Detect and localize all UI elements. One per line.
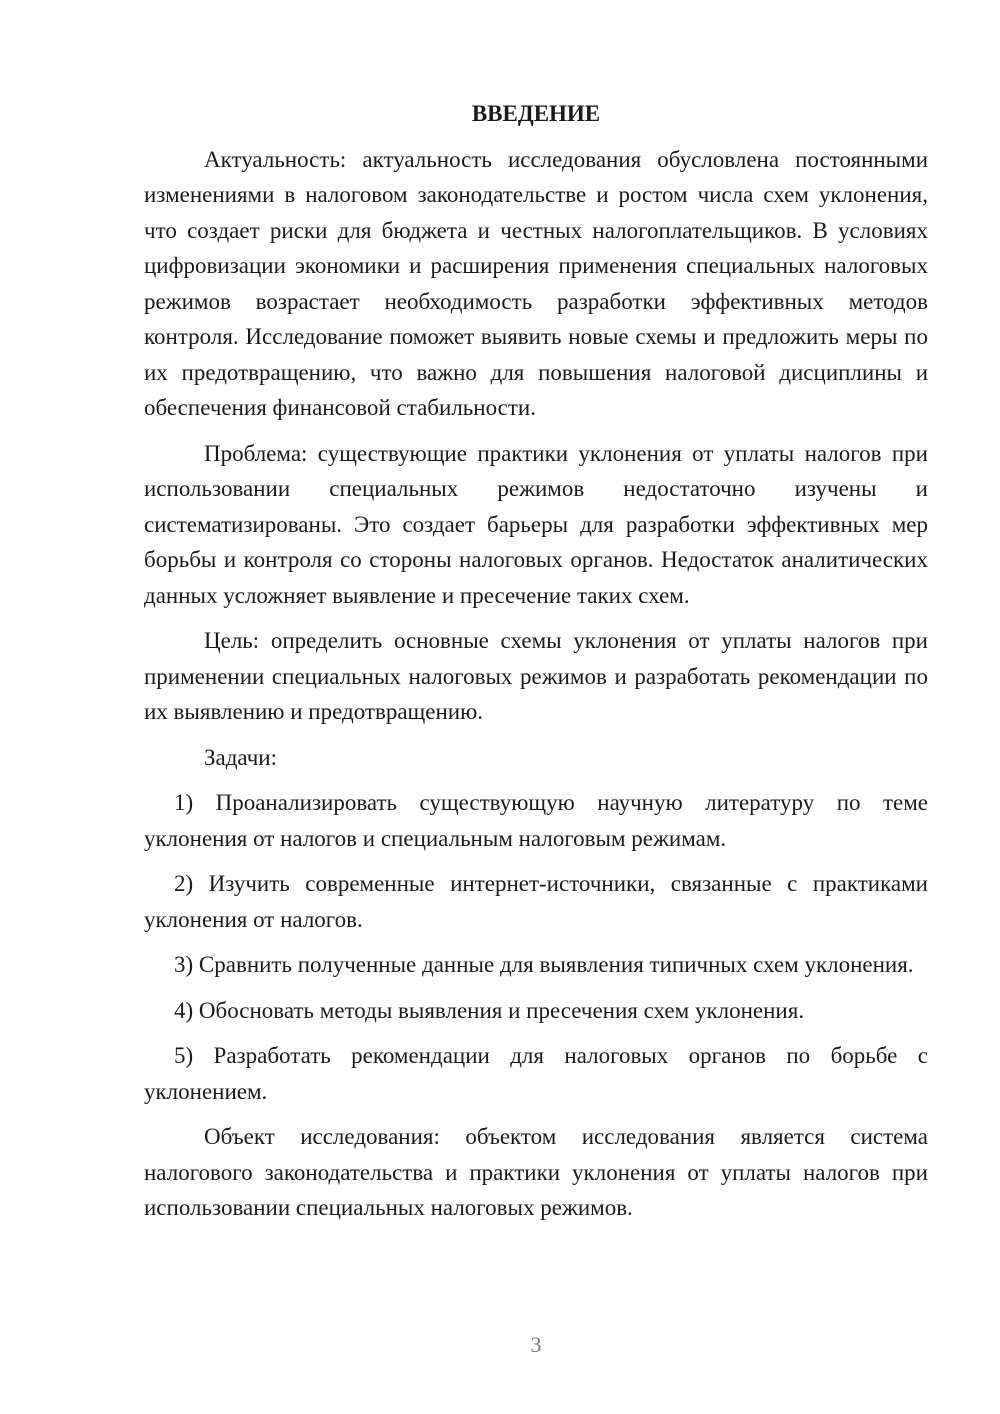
task-item: 5) Разработать рекомендации для налоговых органов по борьбе с уклонением. bbox=[144, 1043, 928, 1104]
tasks-heading: Задачи: bbox=[204, 744, 277, 770]
page-title: ВВЕДЕНИЕ bbox=[471, 101, 601, 126]
task-item: 3) Сравнить полученные данные для выявления типичных схем уклонения. bbox=[174, 952, 914, 977]
problem-paragraph: Проблема: существующие практики уклонения от уплаты налогов при использовании специальных режимов недостаточно изучены и систематизированы. Это создает барьеры для разработки эффективных мер борьбы и контроля со стороны налоговых органов. Недостаток аналитических данных усложняет выявление и пресечение таких схем. bbox=[144, 440, 928, 608]
task-item: 4) Обосновать методы выявления и пресечения схем уклонения. bbox=[174, 997, 805, 1023]
page-content bbox=[144, 96, 928, 1236]
goal-paragraph: Цель: определить основные схемы уклонения от уплаты налогов при применении специальных налоговых режимов и разработать рекомендации по их выявлению и предотвращению. bbox=[144, 628, 928, 724]
page-number: 3 bbox=[530, 1332, 542, 1357]
task-item: 1) Проанализировать существующую научную литературу по теме уклонения от налогов и специальным налоговым режимам. bbox=[144, 790, 928, 851]
object-paragraph: Объект исследования: объектом исследования является система налогового законодательства и практики уклонения от уплаты налогов при использовании специальных налоговых режимов. bbox=[144, 1124, 928, 1220]
task-item: 2) Изучить современные интернет-источники, связанные с практиками уклонения от налогов. bbox=[144, 871, 928, 932]
relevance-paragraph: Актуальность: актуальность исследования обусловлена постоянными изменениями в налоговом законодательстве и ростом числа схем уклонения, что создает риски для бюджета и честных налогоплательщиков. В условиях цифровизации экономики и расширения применения специальных налоговых режимов возрастает необходимость разработки эффективных методов контроля. Исследование поможет выявить новые схемы и предложить меры по их предотвращению, что важно для повышения налоговой дисциплины и обеспечения финансовой стабильности. bbox=[144, 146, 928, 420]
